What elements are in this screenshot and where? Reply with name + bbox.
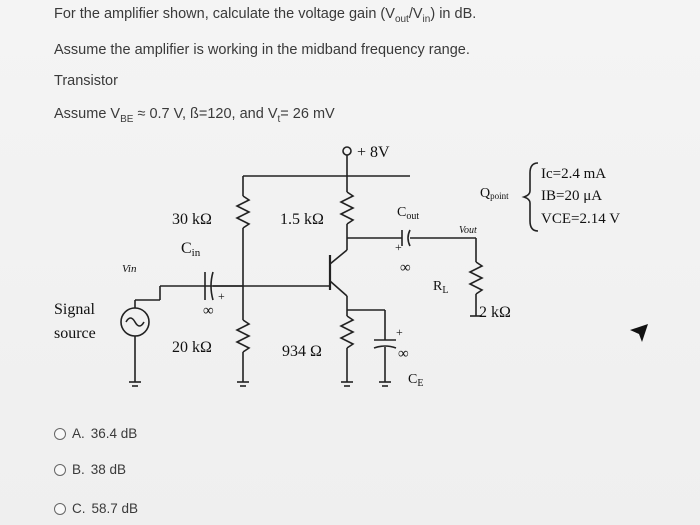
r-collector-label: 1.5 kΩ <box>280 211 324 228</box>
supply-node <box>343 147 351 155</box>
c-out-plus: + <box>395 240 402 254</box>
resistor-1k5 <box>341 192 353 224</box>
c-e-infinity: ∞ <box>398 346 409 362</box>
qpoint-label: Qpoint <box>480 186 509 201</box>
option-a[interactable] <box>54 426 137 441</box>
resistor-30k <box>237 196 249 228</box>
resistor-934 <box>341 316 353 348</box>
radio-icon[interactable] <box>54 464 66 476</box>
v-out-label: Vout <box>459 225 477 236</box>
c-out-label: $C_{out}$ <box>397 205 420 222</box>
question-line-1: For the amplifier shown, calculate the voltage gain $(V_{out}/V_{in})$ in dB. <box>54 6 477 25</box>
question-line-4: Assume $V_{BE} \approx 0.7$ V, ß=120, and $V_t= 26$ mV <box>54 106 335 125</box>
r-load-label: $R_L$ <box>433 279 449 296</box>
option-text: 38 dB <box>90 462 127 477</box>
c-e-plus: + <box>396 325 403 339</box>
ic-value: Ic=2.4 mA <box>541 166 607 182</box>
signal-label-2: source <box>54 325 96 342</box>
resistor-load <box>470 262 482 294</box>
r-top-left-label: 30 kΩ <box>172 211 212 228</box>
transistor-emitter <box>330 281 347 296</box>
radio-icon[interactable] <box>54 503 66 515</box>
question-line-2: Assume the amplifier is working in the midband frequency range. <box>54 42 470 58</box>
c-out-infinity: ∞ <box>400 260 411 276</box>
option-text: 36.4 dB <box>90 426 138 441</box>
option-b[interactable] <box>54 462 126 477</box>
v-in-label: Vin <box>122 263 137 275</box>
r-load-value: 2 kΩ <box>479 304 511 321</box>
c-in-label: Cin <box>181 240 201 259</box>
option-letter: A. <box>72 426 85 441</box>
r-bottom-left-label: 20 kΩ <box>172 339 212 356</box>
ib-value: IB=20 μA <box>541 188 603 204</box>
mouse-cursor-icon <box>628 322 650 344</box>
option-c[interactable] <box>54 501 138 516</box>
vce-value: VCE=2.14 V <box>541 211 621 227</box>
c-in-plus: + <box>218 289 225 303</box>
option-text: 58.7 dB <box>91 501 139 516</box>
transistor-collector <box>330 250 347 264</box>
radio-icon[interactable] <box>54 428 66 440</box>
c-e-label: $C_E$ <box>408 372 424 389</box>
r-emitter-label: 934 Ω <box>282 343 322 360</box>
resistor-20k <box>237 320 249 352</box>
signal-label-1: Signal <box>54 301 95 318</box>
c-in-infinity: ∞ <box>203 303 214 319</box>
option-letter: C. <box>72 501 86 516</box>
qpoint-brace <box>524 163 538 231</box>
question-line-3: Transistor <box>54 73 118 89</box>
option-letter: B. <box>72 462 85 477</box>
supply-label: + 8V <box>357 144 390 161</box>
